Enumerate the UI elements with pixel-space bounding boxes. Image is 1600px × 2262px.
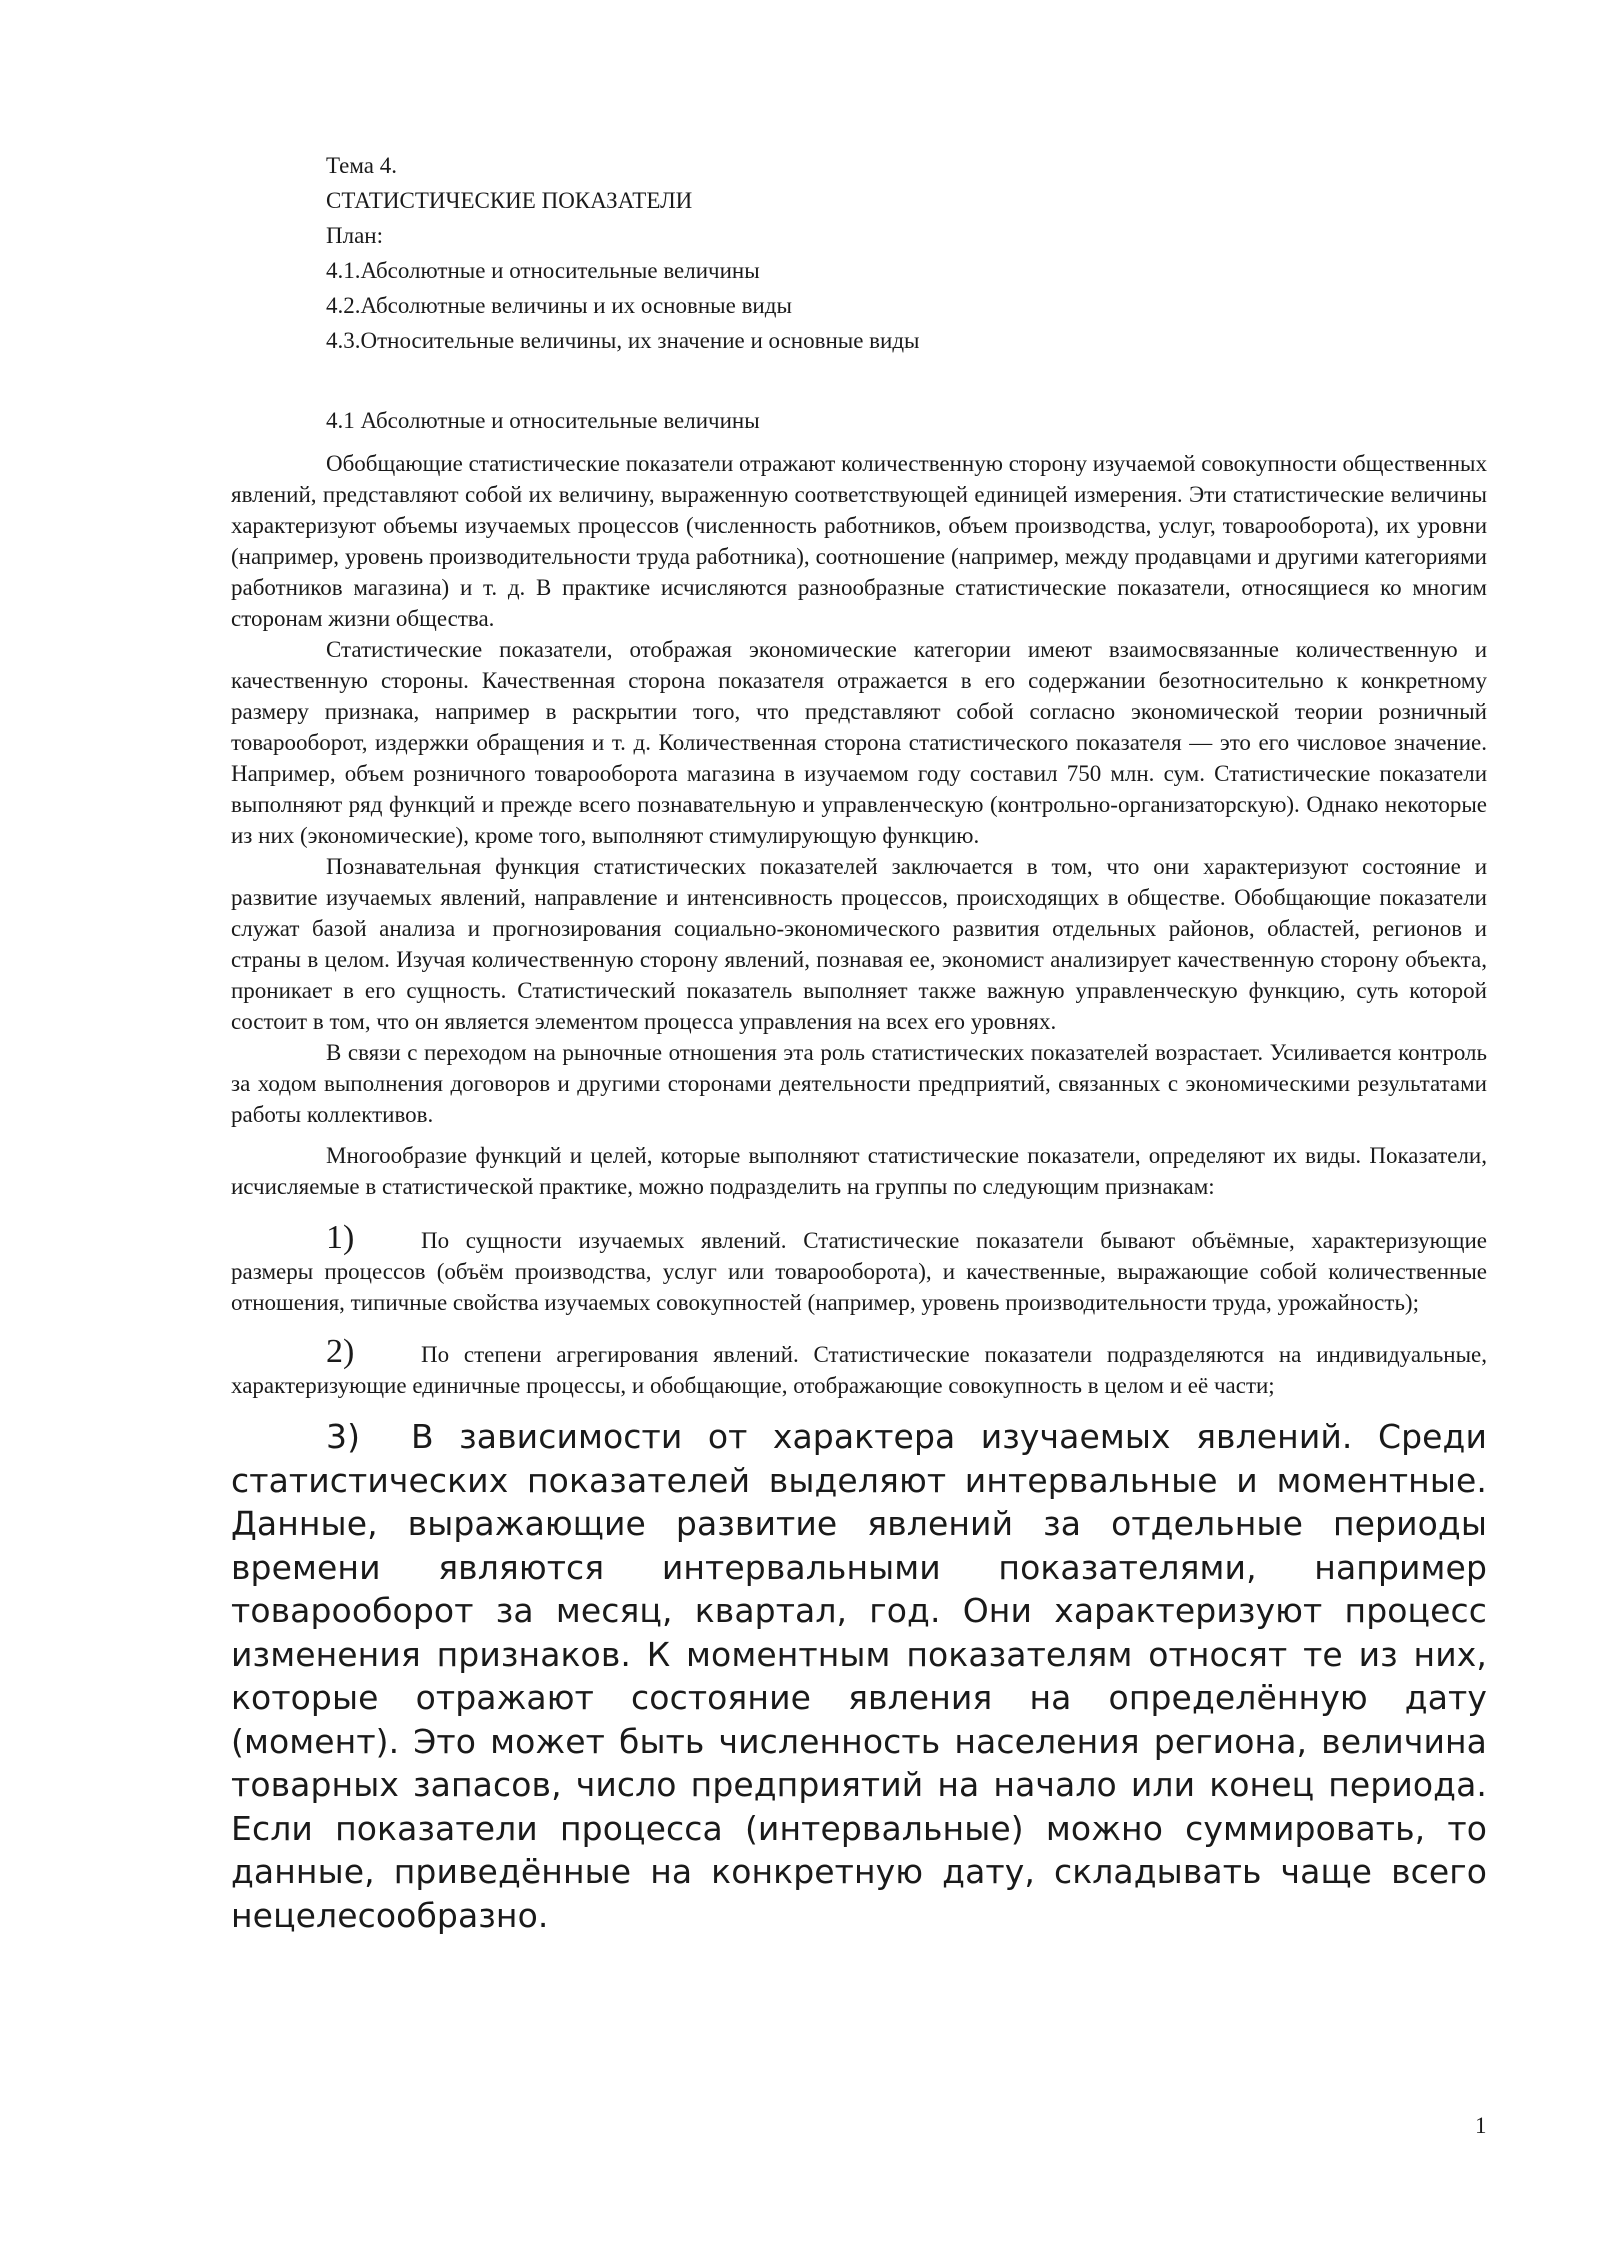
list-item-text: В зависимости от характера изучаемых явлений. Среди статистических показателей выделяют интервальные и моментные. Данные, выражающие развитие явлений за отдельные периоды времени являются интервальными показателями, например товарооборот за месяц, квартал, год. Они характеризуют процесс изменения признаков. К моментным показателям относят те из них, которые отражают состояние явления на определённую дату (момент). Это может быть численность населения региона, величина товарных запасов, число предприятий на начало или конец периода. Если показатели процесса (интервальные) можно суммировать, то данные, приведённые на конкретную дату, складывать чаще всего нецелесообразно.	[231, 1417, 1487, 1935]
list-item	[231, 1219, 1487, 1318]
list-item	[231, 1333, 1487, 1401]
list-item-number: 1)	[326, 1219, 355, 1256]
page-number: 1	[1475, 2113, 1487, 2138]
paragraph: В связи с переходом на рыночные отношения эта роль статистических показателей возрастает. Усиливается контроль за ходом выполнения договоров и другими сторонами деятельности предприятий, связанных с экономическими результатами работы коллективов.	[231, 1040, 1487, 1127]
plan-item: 4.3.Относительные величины, их значение и основные виды	[326, 328, 920, 353]
list-item	[231, 1415, 1487, 1937]
paragraph: Статистические показатели, отображая экономические категории имеют взаимосвязанные количественную и качественную стороны. Качественная сторона показателя отражается в его содержании безотносительно к конкретному размеру признака, например в раскрытии того, что представляют собой согласно экономической теории розничный товарооборот, издержки обращения и т. д. Количественная сторона статистического показателя — это его числовое значение. Например, объем розничного товарооборота магазина в изучаемом году составил 750 млн. сум. Статистические показатели выполняют ряд функций и прежде всего познавательную и управленческую (контрольно-организаторскую). Однако некоторые из них (экономические), кроме того, выполняют стимулирующую функцию.	[231, 637, 1487, 848]
document-title: СТАТИСТИЧЕСКИЕ ПОКАЗАТЕЛИ	[326, 188, 693, 213]
paragraph: Познавательная функция статистических показателей заключается в том, что они характеризуют состояние и развитие изучаемых явлений, направление и интенсивность процессов, происходящих в обществе. Обобщающие показатели служат базой анализа и прогнозирования социально-экономического развития отдельных районов, областей, регионов и страны в целом. Изучая количественную сторону явлений, познавая ее, экономист анализирует качественную сторону объекта, проникает в его сущность. Статистический показатель выполняет также важную управленческую функцию, суть которой состоит в том, что он является элементом процесса управления на всех его уровнях.	[231, 854, 1487, 1034]
paragraph: Многообразие функций и целей, которые выполняют статистические показатели, определяют их виды. Показатели, исчисляемые в статистической практике, можно подразделить на группы по следующим признакам:	[231, 1143, 1487, 1199]
plan-label: План:	[326, 223, 383, 248]
list-item-text: По сущности изучаемых явлений. Статистические показатели бывают объёмные, характеризующие размеры процессов (объём производства, услуг или товарооборота), и качественные, выражающие собой количественные отношения, типичные свойства изучаемых совокупностей (например, уровень производительности труда, урожайность);	[231, 1228, 1487, 1315]
list-item-number: 3)	[326, 1417, 361, 1456]
section-heading: 4.1 Абсолютные и относительные величины	[326, 408, 760, 433]
list-item-text: По степени агрегирования явлений. Статистические показатели подразделяются на индивидуальные, характеризующие единичные процессы, и обобщающие, отображающие совокупность в целом и её части;	[231, 1342, 1487, 1398]
plan-item: 4.2.Абсолютные величины и их основные виды	[326, 293, 792, 318]
paragraph: Обобщающие статистические показатели отражают количественную сторону изучаемой совокупности общественных явлений, представляют собой их величину, выраженную соответствующей единицей измерения. Эти статистические величины характеризуют объемы изучаемых процессов (численность работников, объем производства, услуг, товарооборота), их уровни (например, уровень производительности труда работника), соотношение (например, между продавцами и другими категориями работников магазина) и т. д. В практике исчисляются разнообразные статистические показатели, относящиеся ко многим сторонам жизни общества.	[231, 451, 1487, 631]
topic-label: Тема 4.	[326, 153, 397, 178]
document-body	[231, 148, 1487, 1937]
spacer	[231, 358, 1487, 403]
list-item-number: 2)	[326, 1333, 355, 1370]
plan-item: 4.1.Абсолютные и относительные величины	[326, 258, 760, 283]
